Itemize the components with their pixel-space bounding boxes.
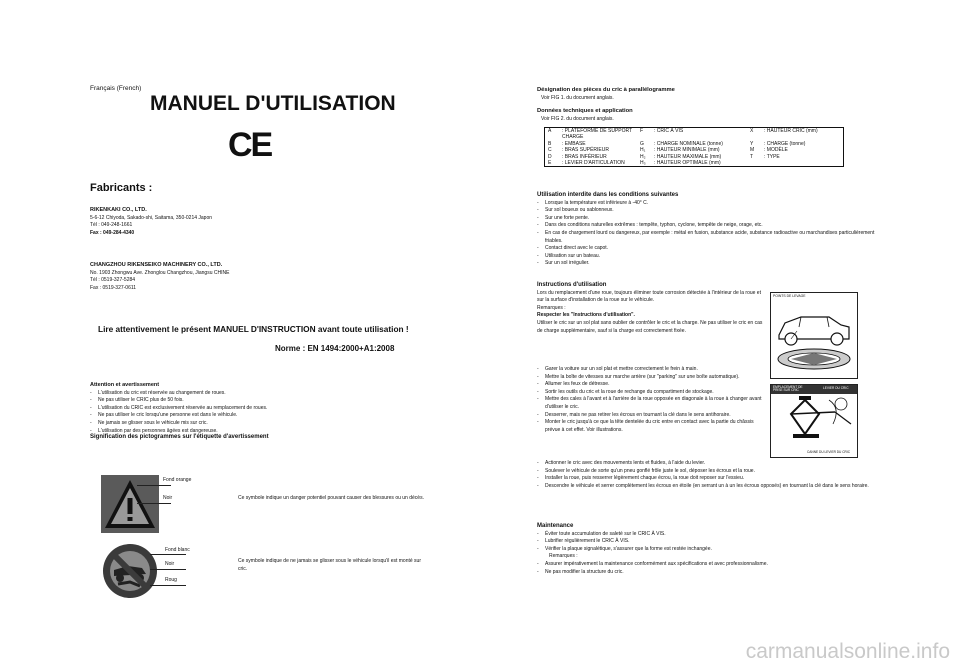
- leader-line: [150, 554, 186, 555]
- prohibited-section: [537, 192, 882, 268]
- pictogram1-description: Ce symbole indique un danger potentiel pouvant causer des blessures ou un décès.: [238, 495, 424, 501]
- designation-heading: Désignation des pièces du cric à parallélogramme: [537, 87, 675, 93]
- pictograms-heading: Signification des pictogrammes sur l'étiquette d'avertissement: [90, 434, 269, 440]
- maintenance-heading: Maintenance: [537, 523, 574, 529]
- pictogram1-fg-label: Noir: [163, 495, 173, 501]
- warning-item: - L'utilisation par des personnes âgées est dangereuse.: [90, 427, 218, 434]
- warnings-section: [90, 382, 400, 435]
- placement-label: EMPLACEMENT DE PRISE SUR CRIC: [773, 384, 803, 393]
- warning-item: - Ne pas utiliser le CRIC plus de 50 fois.: [90, 397, 184, 404]
- step-item: - Mettre des cales à l'avant et à l'arrière de la roue opposée en diagonale à la roue à changer avant d'utiliser le cric.: [537, 396, 762, 410]
- page-title: MANUEL D'UTILISATION: [150, 92, 396, 115]
- company1-fax: Fax : 049-284-4340: [90, 229, 135, 236]
- list-item: - Vérifier la plaque signalétique, s'assurer que la forme est restée inchangée.: [537, 545, 712, 552]
- company2-fax: Fax : 0519-327-0611: [90, 284, 137, 291]
- data-section: [537, 108, 867, 123]
- norm-label: Norme : EN 1494:2000+A1:2008: [275, 344, 395, 353]
- leader-line: [137, 485, 171, 486]
- steps-list-a: [537, 366, 765, 434]
- list-item: - Dans des conditions naturelles extrêmes : tempête, typhon, cyclone, tempête de neige, orage, etc.: [537, 222, 763, 229]
- company1-tel: Tél : 049-248-1661: [90, 222, 133, 229]
- data-note: Voir FIG 2. du document anglais.: [541, 115, 614, 122]
- company2-tel: Tél : 0519-327-5284: [90, 277, 136, 284]
- table-row: B : EMBASE G : CHARGE NOMINALE (tonne) Y : CHARGE (tonne): [548, 140, 806, 147]
- remark-1: Respecter les "Instructions d'utilisation".: [537, 312, 635, 319]
- pictogram2-fg-label: Noir: [165, 561, 175, 567]
- step-item: - Actionner le cric avec des mouvements lents et fluides, à l'aide du levier.: [537, 460, 706, 466]
- warning-item: - L'utilisation du CRIC est exclusivement réservée au remplacement de roues.: [90, 404, 268, 411]
- step-item: - Garer la voiture sur un sol plat et mettre correctement le frein à main.: [537, 366, 698, 372]
- table-row: E : LEVIER D'ARTICULATION H₃ : HAUTEUR OPTIMALE (mm): [548, 160, 721, 167]
- list-item: - Sur une forte pente.: [537, 214, 590, 221]
- list-item: - Utilisation sur un bateau.: [537, 252, 601, 259]
- step-item: - Installer la roue, puis resserrer légèrement chaque écrou, la roue doit reposer sur l'essieu.: [537, 475, 745, 482]
- handle-label: CANNE DU LEVIER DU CRIC: [807, 450, 851, 454]
- data-heading: Données techniques et application: [537, 108, 633, 114]
- step-item: - Sortir les outils du cric et la roue de rechange du compartiment de stockage.: [537, 388, 714, 395]
- leader-line: [150, 569, 186, 570]
- list-item: - Lorsque la température est inférieure à -40° C.: [537, 199, 649, 206]
- list-item: - Lubrifier régulièrement le CRIC À VIS.: [537, 538, 630, 545]
- pictogram2-bg-label: Fond blanc: [165, 547, 190, 553]
- leader-line: [137, 503, 171, 504]
- table-row: D : BRAS INFÉRIEUR H₂ : HAUTEUR MAXIMALE (mm) T : TYPE: [548, 153, 780, 160]
- maintenance-remarks-label: Remarques :: [549, 553, 578, 560]
- watermark: carmanualsonline.info: [745, 640, 950, 663]
- list-item: - En cas de chargement lourd ou dangereux, par exemple : métal en fusion, substance acide, substance radioactive ou marchandises particulièrement friables.: [537, 229, 875, 244]
- steps-list-b: [537, 460, 882, 490]
- list-item: - Sur sol boueux ou sablonneux.: [537, 207, 614, 214]
- instructions-intro: Lors du remplacement d'une roue, toujours éliminer toute corrosion détectée à l'intérieur de la roue et sur la surface d'installation de la roue sur le véhicule.: [537, 289, 761, 304]
- prohibited-heading: Utilisation interdite dans les conditions suivantes: [537, 192, 679, 198]
- read-notice: Lire attentivement le présent MANUEL D'INSTRUCTION avant toute utilisation !: [98, 324, 409, 334]
- language-label: Français (French): [90, 85, 142, 92]
- list-item: - Sur un sol irrégulier.: [537, 260, 590, 267]
- warnings-heading: Attention et avertissement: [90, 382, 160, 388]
- remarks-label: Remarques :: [537, 304, 566, 311]
- step-item: - Desserrer, mais ne pas retirer les écrous en tournant la clé dans le sens antihoraire.: [537, 411, 731, 418]
- warning-item: - Ne jamais se glisser sous le véhicule mis sur cric.: [90, 419, 208, 426]
- list-item: - Assurer impérativement la maintenance conformément aux spécifications et avec professionnalisme.: [537, 560, 768, 567]
- step-item: - Monter le cric jusqu'à ce que la tête dentelée du cric entre en contact avec la partie du châssis prévue à cet effet. Voir illustrations.: [537, 419, 754, 433]
- designation-section: [537, 87, 867, 102]
- ce-mark: CE: [228, 126, 272, 164]
- maintenance-section: [537, 523, 897, 576]
- jack-points-figure: [770, 292, 858, 379]
- step-item: - Descendre le véhicule et serrer complètement les écrous en étoile (en serrant un à un les écrous opposés) en tournant la clé dans le sens horaire.: [537, 482, 869, 489]
- step-item: - Mettre la boîte de vitesses sur marche arrière (sur "parking" sur une boîte automatique).: [537, 373, 740, 380]
- table-row: A : PLATEFORME DE SUPPORT CHARGE F : CRIC À VIS X : HAUTEUR CRIC (mm): [548, 128, 818, 141]
- leader-line: [150, 585, 186, 586]
- parts-table: [544, 127, 844, 167]
- designation-note: Voir FIG 1. du document anglais.: [541, 94, 614, 101]
- list-item: - Éviter toute accumulation de saleté sur le CRIC À VIS.: [537, 530, 666, 537]
- car-jack-icon: [771, 293, 857, 378]
- instructions-heading: Instructions d'utilisation: [537, 282, 607, 288]
- step-item: - Soulever le véhicule de sorte qu'un pneu gonflé frôle juste le sol, déposer les écrous et la roue.: [537, 467, 755, 474]
- scissor-jack-icon: [771, 394, 857, 450]
- company2-block: [90, 262, 390, 292]
- warning-item: - Ne pas utiliser le cric lorsqu'une personne est dans le véhicule.: [90, 412, 238, 419]
- warning-item: - L'utilisation du cric est réservée au changement de roues.: [90, 389, 226, 396]
- pictogram2-description: Ce symbole indique de ne jamais se glisser sous le véhicule lorsqu'il est monté sur cric.: [238, 558, 421, 572]
- no-crawl-under-vehicle-icon: [100, 542, 160, 600]
- company2-name: CHANGZHOU RIKENSEIKO MACHINERY CO., LTD.: [90, 262, 223, 268]
- jack-points-label: POINTS DE LEVAGE: [773, 294, 806, 298]
- instructions-section: [537, 282, 765, 335]
- company1-address: 5-6-12 Chiyoda, Sakado-shi, Saitama, 350-0214 Japon: [90, 214, 213, 221]
- company1-block: [90, 207, 390, 237]
- list-item: - Ne pas modifier la structure du cric.: [537, 568, 624, 575]
- pictogram2-ring-label: Roug: [165, 577, 177, 583]
- step-item: - Allumer les feux de détresse.: [537, 381, 610, 388]
- list-item: - Contact direct avec le capot.: [537, 245, 609, 252]
- jack-placement-figure: [770, 384, 858, 458]
- remark-2: Utiliser le cric sur un sol plat sans oublier de contrôler le cric et la charge. Ne pas utiliser le cric en cas de charge supplémentaire, sauf si la charge est correctement fixée.: [537, 319, 763, 334]
- company2-address: No. 1903 Zhongwu Ave. Zhonglou Changzhou, Jiangsu CHINE: [90, 269, 230, 276]
- pictogram1-bg-label: Fond orange: [163, 477, 192, 483]
- manufacturers-heading: Fabricants :: [90, 182, 153, 194]
- lever-label: LEVIER DU CRIC: [823, 385, 849, 390]
- warning-triangle-icon: [100, 474, 160, 534]
- company1-name: RIKENKAKI CO., LTD.: [90, 207, 147, 213]
- table-row: C : BRAS SUPÉRIEUR H₁ : HAUTEUR MINIMALE (mm) M : MODÈLE: [548, 147, 788, 154]
